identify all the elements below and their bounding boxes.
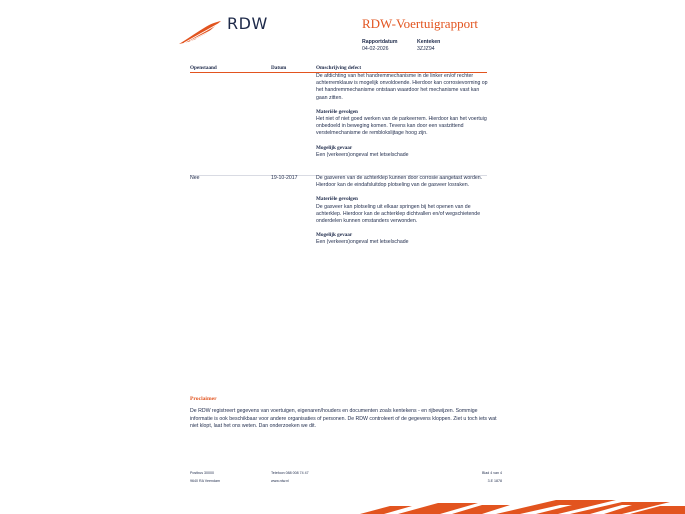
report-date-label: Rapportdatum — [362, 39, 398, 45]
footer-version: 3.E 1878 — [487, 479, 502, 483]
footer-postbus: Postbus 30000 — [190, 471, 214, 475]
report-title: RDW-Voertuigrapport — [362, 16, 479, 31]
defect-description: De gasveren van de achterklep kunnen door corrosie aangetast worden. Hierdoor kan de eindafsluitdop plotseling van de gasveer losraken. — [316, 175, 483, 189]
consequences-label: Materiële gevolgen — [316, 108, 358, 115]
footer-contact — [271, 469, 309, 485]
column-header-open: Openstaand — [190, 65, 217, 71]
danger-label: Mogelijk gevaar — [316, 232, 353, 239]
disclaimer-text: De RDW registreert gegevens van voertuigen, eigenaren/houders en documenten zoals kentekens - en rijbewijzen. Sommige informatie is ook beschikbaar voor andere organisaties of personen. De RDW controleert of de gegevens kloppen. Ziet u toch iets wat niet klopt, laat het ons weten. Dan onderzoeken we dit. — [190, 408, 497, 430]
report-date-value: 04-02-2026 — [362, 46, 389, 52]
decorative-stripes-icon — [360, 497, 685, 514]
footer-page-info — [466, 469, 502, 485]
consequences-label: Materiële gevolgen — [316, 196, 358, 203]
footer-page-number: Blad 4 van 4 — [482, 471, 502, 475]
column-header-date: Datum — [271, 65, 287, 71]
license-plate-value: 3ZJZ94 — [417, 46, 435, 52]
disclaimer-title: Proclaimer — [190, 396, 217, 402]
consequences-text: Het niet of niet goed werken van de parkeerrem. Hierdoor kan het voertuig onbedoeld in beweging komen. Tevens kan door een vastzittend verstelmechanisme de remblokslijtage hoog zijn. — [316, 116, 487, 137]
open-status: Nee — [190, 175, 200, 181]
danger-text: Een (verkeers)ongeval met letselschade — [316, 151, 409, 158]
column-header-description: Omschrijving defect — [316, 65, 362, 71]
consequences-text: De gasveer kan plotseling uit elkaar springen bij het openen van de achterklep. Hierdoor kan de achterklep dichtvallen en/of wegschietende onderdelen kunnen omstanders verwonden. — [316, 203, 481, 225]
footer-address — [190, 469, 220, 485]
table-row — [316, 175, 488, 247]
license-plate-label: Kenteken — [417, 39, 441, 45]
defect-date: 19-10-2017 — [271, 175, 298, 181]
footer-web: www.rdw.nl — [271, 479, 289, 483]
logo-text: RDW — [227, 14, 268, 33]
report-date — [362, 39, 397, 53]
footer-phone: Telefoon 088 008 74 47 — [271, 471, 309, 475]
danger-label: Mogelijk gevaar — [316, 144, 353, 151]
defect-description: De afdichting van het handremmechanisme in de linker en/of rechter achterremklauw is mogelijk onvoldoende. Hierdoor kan corrosievorming op het handremmechanisme ontstaan waardoor het mechanisme vast kan gaan zitten. — [316, 73, 488, 101]
danger-text: Een (verkeers)ongeval met letselschade — [316, 239, 409, 246]
footer-city: 9640 RA Veendam — [190, 479, 220, 483]
license-plate — [417, 39, 440, 53]
rdw-logo-icon — [178, 20, 222, 46]
table-row — [316, 73, 488, 159]
